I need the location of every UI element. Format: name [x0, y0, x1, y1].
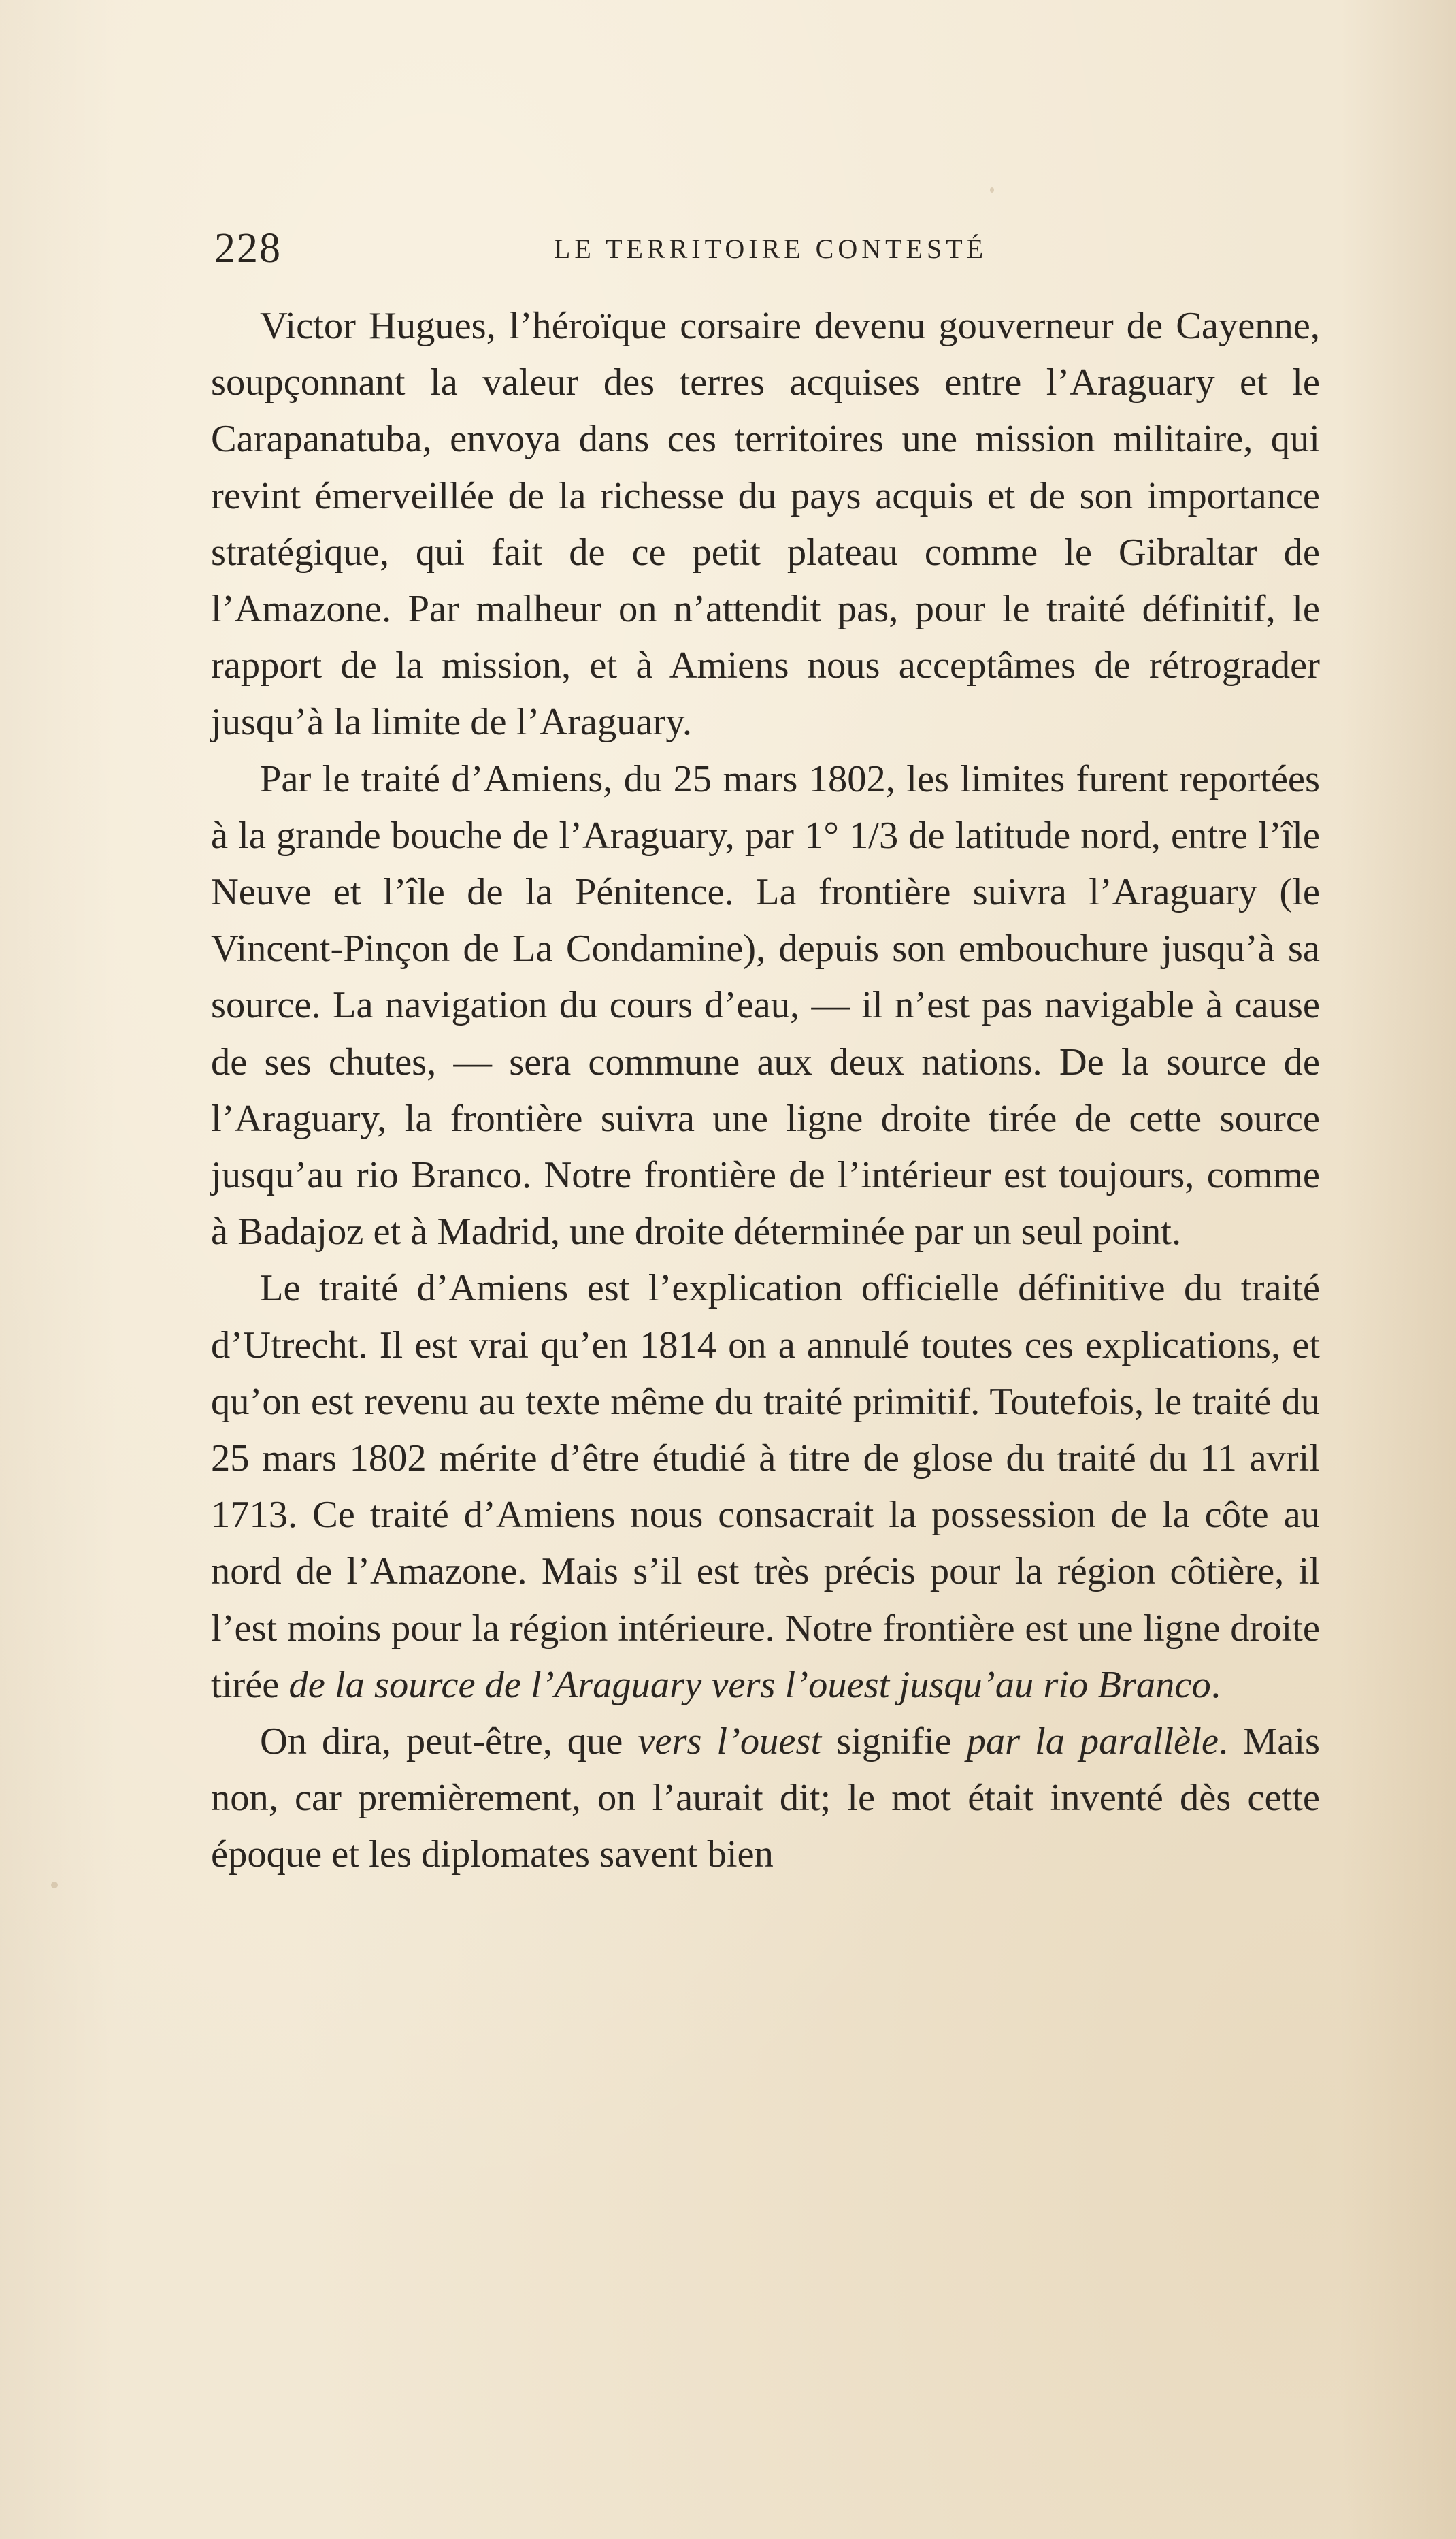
paragraph-3-italic: de la source de l’Araguary vers l’ouest jusqu’au rio Branco	[288, 1663, 1211, 1706]
running-head	[214, 225, 1327, 272]
body-text	[211, 298, 1320, 1884]
paragraph-4-end: . Mais non, car premièrement, on l’aurait dit; le mot était inventé dès cette époque et les diplomates savent bien	[211, 1720, 1321, 1876]
paragraph-3-end: .	[1210, 1663, 1221, 1706]
paragraph-4-mid: signifie	[821, 1720, 967, 1763]
paper-spot	[990, 187, 994, 193]
paragraph-3-text: Le traité d’Amiens est l’explication officielle définitive du traité d’Utrecht. Il est vrai qu’en 1814 on a annulé toutes ces explications, et qu’on est revenu au texte même du traité primitif. Toutefois, le traité du 25 mars 1802 mérite d’être étudié à titre de glose du traité du 11 avril 1713. Ce traité d’Amiens nous consacrait la possession de la côte au nord de l’Amazone. Mais s’il est très précis pour la région côtière, il l’est moins pour la région intérieure. Notre frontière est une ligne droite tirée	[211, 1267, 1320, 1706]
paper-spot	[51, 1882, 58, 1888]
paragraph-4-italic-2: par la parallèle	[966, 1720, 1219, 1763]
page-number: 228	[214, 225, 282, 272]
paragraph-4-text: On dira, peut-être, que	[260, 1720, 638, 1763]
running-title: LE TERRITOIRE CONTESTÉ	[553, 233, 988, 264]
paragraph-4-italic-1: vers l’ouest	[638, 1720, 822, 1763]
paragraph-4	[211, 1714, 1320, 1884]
paragraph-3	[211, 1260, 1320, 1714]
paragraph-1: Victor Hugues, l’héroïque corsaire devenu gouverneur de Cayenne, soupçonnant la valeur des terres acquises entre l’Araguary et le Carapanatuba, envoya dans ces territoires une mission militaire, qui revint émerveillée de la richesse du pays acquis et de son importance stratégique, qui fait de ce petit plateau comme le Gibraltar de l’Amazone. Par malheur on n’attendit pas, pour le traité définitif, le rapport de la mission, et à Amiens nous acceptâmes de rétrograder jusqu’à la limite de l’Araguary.	[211, 305, 1320, 744]
paragraph-2: Par le traité d’Amiens, du 25 mars 1802, les limites furent reportées à la grande bouche de l’Araguary, par 1° 1/3 de latitude nord, entre l’île Neuve et l’île de la Pénitence. La frontière suivra l’Araguary (le Vincent-Pinçon de La Condamine), depuis son embouchure jusqu’à sa source. La navigation du cours d’eau, — il n’est pas navigable à cause de ses chutes, — sera commune aux deux nations. De la source de l’Araguary, la frontière suivra une ligne droite tirée de cette source jusqu’au rio Branco. Notre frontière de l’intérieur est toujours, comme à Badajoz et à Madrid, une droite déterminée par un seul point.	[211, 757, 1320, 1254]
